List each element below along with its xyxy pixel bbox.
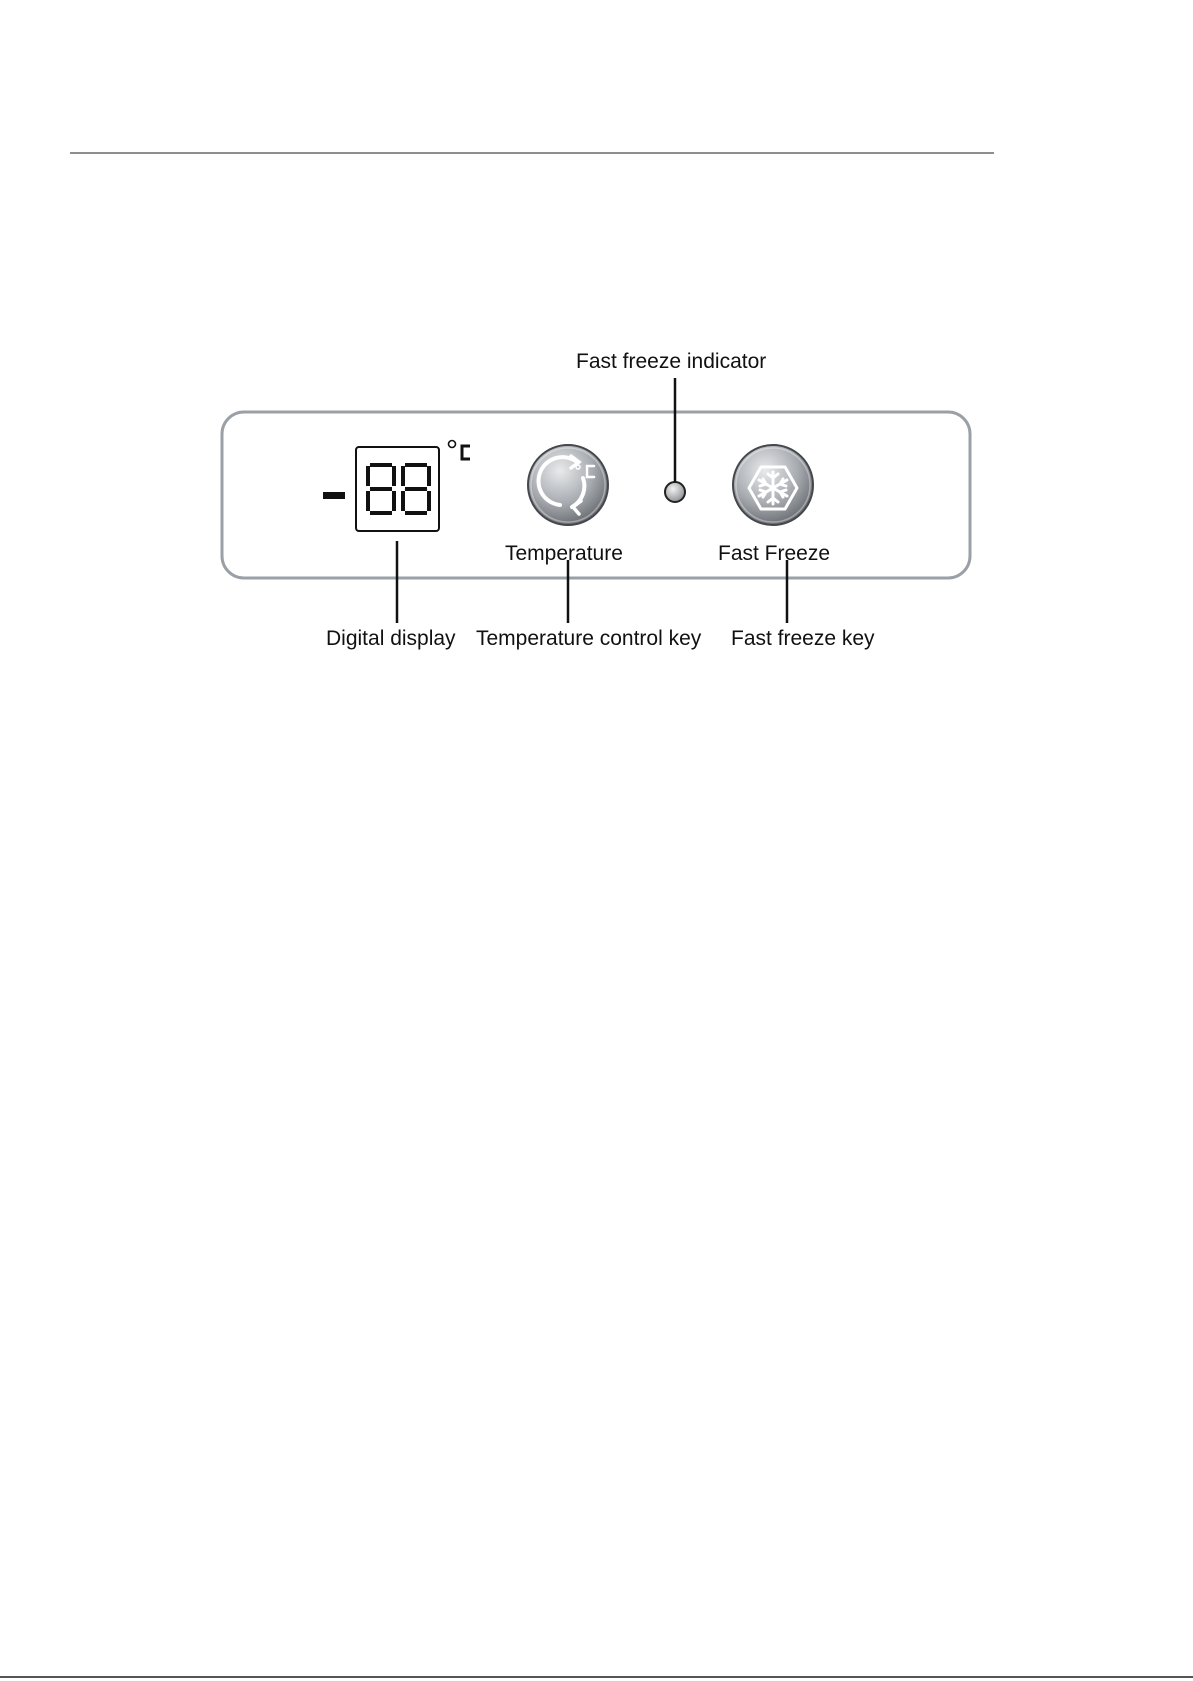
display-minus-sign: [323, 492, 345, 499]
fast-freeze-key-label: Fast Freeze: [718, 542, 831, 565]
fast-freeze-indicator-led: [665, 482, 685, 502]
digital-display: [356, 447, 439, 531]
digital-display-callout: Digital display: [326, 627, 456, 650]
fast-freeze-button[interactable]: [733, 445, 813, 525]
temperature-button[interactable]: [528, 445, 608, 525]
temperature-key-label: Temperature: [505, 542, 623, 565]
footer-rule: [0, 1676, 1193, 1678]
temperature-control-key-callout: Temperature control key: [476, 627, 702, 650]
fast-freeze-indicator-callout: Fast freeze indicator: [576, 350, 767, 373]
fast-freeze-key-callout: Fast freeze key: [731, 627, 875, 650]
